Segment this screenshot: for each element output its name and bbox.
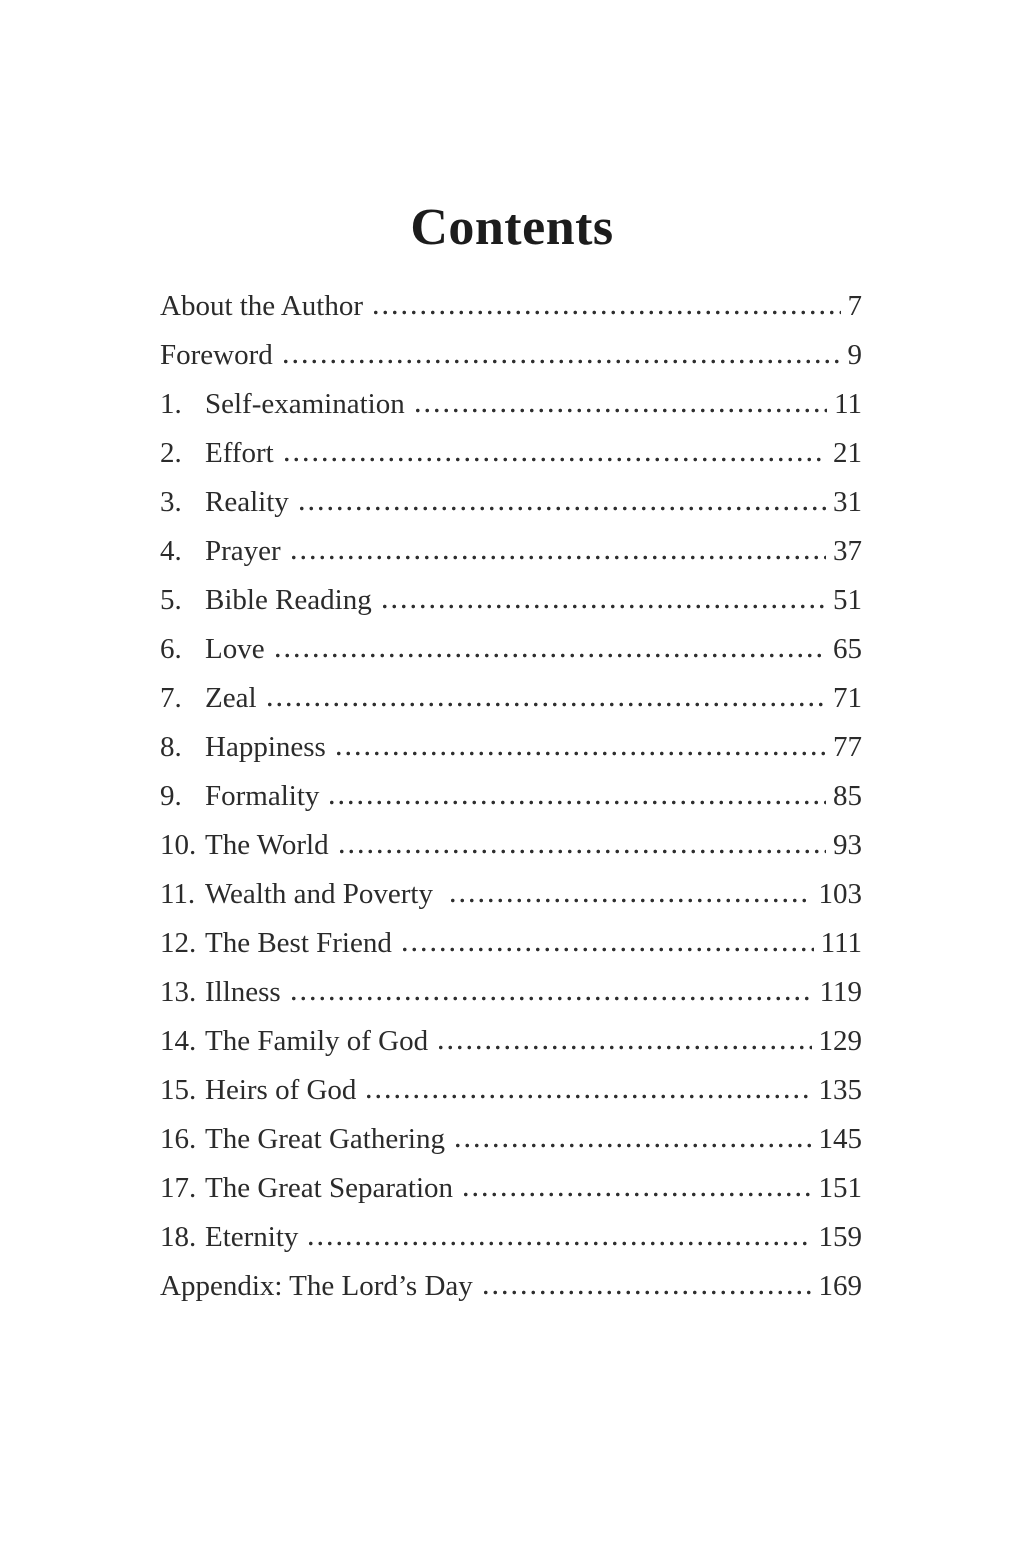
toc-entry-number: 12.	[160, 927, 197, 959]
toc-entry-title: Self-examination	[205, 388, 405, 420]
toc-entry-page: 65	[833, 633, 862, 665]
toc-entry-number: 6.	[160, 633, 182, 665]
toc-entry-title: Zeal	[205, 682, 257, 714]
toc-entry-title: Eternity	[205, 1221, 299, 1253]
toc-entry-number: 10.	[160, 829, 197, 861]
leader-dots	[364, 1094, 811, 1099]
toc-entry-page: 37	[833, 535, 862, 567]
toc-entry	[160, 674, 862, 723]
toc-entry-title: Reality	[205, 486, 289, 518]
toc-entry-page: 7	[847, 290, 862, 322]
toc-entry-number: 3.	[160, 486, 182, 518]
leader-dots	[448, 898, 811, 903]
toc-entry	[160, 723, 862, 772]
toc-entry-page: 159	[818, 1221, 862, 1253]
toc-entry	[160, 527, 862, 576]
toc-entry-number: 7.	[160, 682, 182, 714]
leader-dots	[481, 1290, 812, 1295]
toc-entry-title: The World	[205, 829, 329, 861]
leader-dots	[337, 849, 826, 854]
toc-entry-page: 103	[818, 878, 862, 910]
toc-entry-page: 119	[819, 976, 862, 1008]
toc-entry	[160, 1066, 862, 1115]
toc-entry-number: 2.	[160, 437, 182, 469]
toc-entry	[160, 576, 862, 625]
toc-entry	[160, 331, 862, 380]
toc-entry	[160, 821, 862, 870]
toc-entry-page: 169	[818, 1270, 862, 1302]
toc-entry	[160, 772, 862, 821]
toc-entry-page: 21	[833, 437, 862, 469]
toc-entry	[160, 870, 862, 919]
toc-entry	[160, 282, 862, 331]
toc-entry-title: The Best Friend	[205, 927, 392, 959]
leader-dots	[306, 1241, 811, 1246]
leader-dots	[413, 408, 827, 413]
toc-entry-number: 15.	[160, 1074, 197, 1106]
toc-entry-page: 9	[847, 339, 862, 371]
toc-entry-page: 151	[818, 1172, 862, 1204]
toc-entry	[160, 1213, 862, 1262]
toc-entry-title: Effort	[205, 437, 274, 469]
toc-entry-title: Appendix: The Lord’s Day	[160, 1270, 473, 1302]
toc-entry	[160, 478, 862, 527]
toc-entry-page: 11	[834, 388, 862, 420]
toc-entry-page: 145	[818, 1123, 862, 1155]
toc-entry-number: 5.	[160, 584, 182, 616]
leader-dots	[281, 359, 841, 364]
toc-entry-title: The Great Separation	[205, 1172, 454, 1204]
toc-entry-number: 1.	[160, 388, 182, 420]
toc-entry-page: 51	[833, 584, 862, 616]
toc-entry	[160, 1115, 862, 1164]
toc-entry-title: Foreword	[160, 339, 273, 371]
toc-entry	[160, 1017, 862, 1066]
leader-dots	[371, 310, 841, 315]
leader-dots	[273, 653, 826, 658]
toc-entry-page: 71	[833, 682, 862, 714]
toc-entry-page: 77	[833, 731, 862, 763]
toc-entry-title: The Family of God	[205, 1025, 429, 1057]
toc-entry-page: 85	[833, 780, 862, 812]
leader-dots	[289, 555, 826, 560]
toc-entry-title: Formality	[205, 780, 320, 812]
toc-entry-title: Wealth and Poverty	[205, 878, 441, 910]
page-title: Contents	[410, 199, 614, 256]
toc-entry-page: 31	[833, 486, 862, 518]
leader-dots	[334, 751, 826, 756]
leader-dots	[453, 1143, 812, 1148]
toc-entry-page: 135	[818, 1074, 862, 1106]
leader-dots	[265, 702, 826, 707]
leader-dots	[400, 947, 814, 952]
toc-entry-number: 9.	[160, 780, 182, 812]
toc-entry-page: 93	[833, 829, 862, 861]
toc-entry-number: 13.	[160, 976, 197, 1008]
toc-entry-number: 16.	[160, 1123, 197, 1155]
toc-entry-number: 17.	[160, 1172, 197, 1204]
leader-dots	[282, 457, 826, 462]
toc-entry	[160, 1262, 862, 1311]
toc-entry-page: 129	[818, 1025, 862, 1057]
toc-entry-title: Happiness	[205, 731, 326, 763]
leader-dots	[461, 1192, 811, 1197]
toc-entry-title: Heirs of God	[205, 1074, 357, 1106]
toc-entry	[160, 429, 862, 478]
toc-entry-title: Illness	[205, 976, 281, 1008]
toc-entry-number: 8.	[160, 731, 182, 763]
toc-entry	[160, 919, 862, 968]
leader-dots	[380, 604, 826, 609]
toc-entry-number: 4.	[160, 535, 182, 567]
leader-dots	[289, 996, 813, 1001]
toc-entry-title: About the Author	[160, 290, 363, 322]
toc-entry	[160, 1164, 862, 1213]
toc-entry-title: Prayer	[205, 535, 281, 567]
toc-entry-title: The Great Gathering	[205, 1123, 445, 1155]
toc-entry-number: 18.	[160, 1221, 197, 1253]
toc-entry-page: 111	[820, 927, 862, 959]
toc-entry-number: 11.	[160, 878, 196, 910]
leader-dots	[297, 506, 826, 511]
toc-entry	[160, 968, 862, 1017]
toc-entry	[160, 625, 862, 674]
leader-dots	[327, 800, 826, 805]
toc-entry	[160, 380, 862, 429]
toc-entry-number: 14.	[160, 1025, 197, 1057]
toc-entry-title: Bible Reading	[205, 584, 372, 616]
leader-dots	[436, 1045, 811, 1050]
table-of-contents	[160, 282, 862, 1311]
toc-entry-title: Love	[205, 633, 265, 665]
